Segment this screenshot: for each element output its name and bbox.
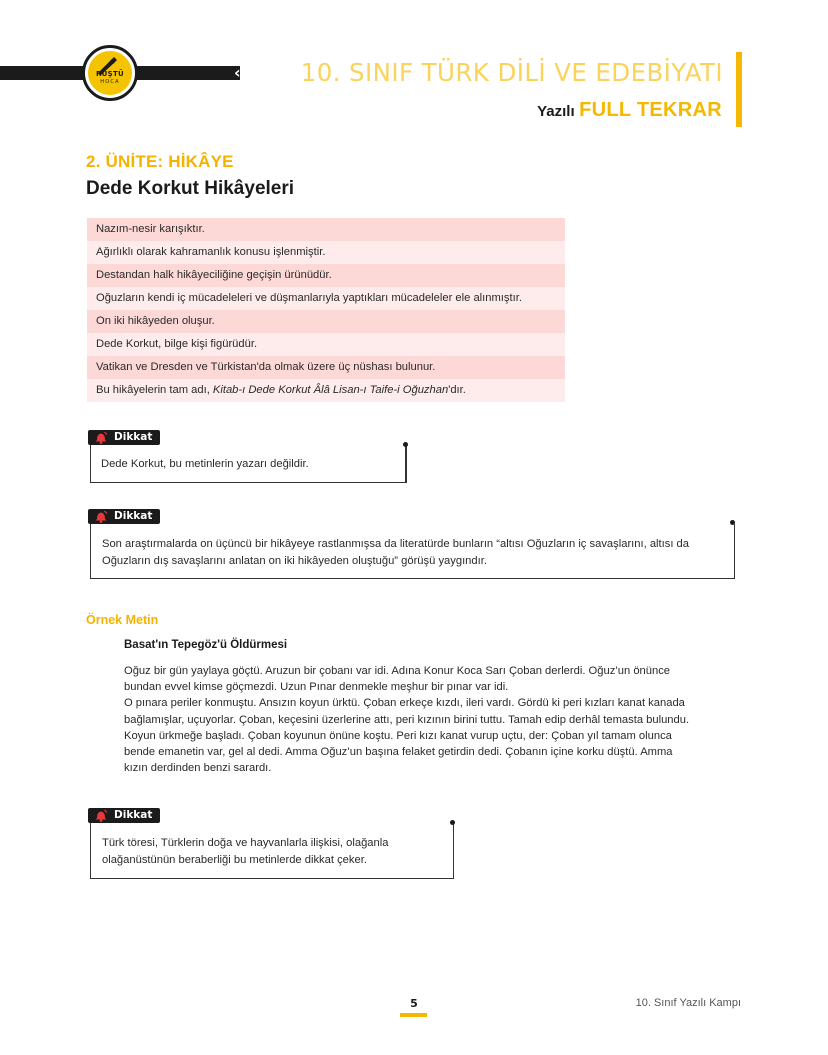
page-number: 5	[410, 997, 418, 1010]
book-title: 10. SINIF TÜRK DİLİ VE EDEBİYATI	[300, 58, 723, 87]
full-name-italic: Kitab-ı Dede Korkut Âlâ Lisan-ı Taife-i Oğuzhan	[212, 384, 449, 396]
connector-dot	[730, 520, 735, 525]
sample-heading: Örnek Metin	[86, 613, 159, 627]
page-number-underline	[400, 1013, 427, 1017]
footer-label: 10. Sınıf Yazılı Kampı	[635, 997, 741, 1009]
logo-text-main: RÜŞTÜ	[95, 70, 125, 78]
full-name-suffix: 'dır.	[448, 384, 466, 396]
list-item: Vatikan ve Dresden ve Türkistan'da olmak üzere üç nüshası bulunur.	[87, 356, 565, 379]
list-item: Nazım-nesir karışıktır.	[87, 218, 565, 241]
subtitle-main: FULL TEKRAR	[579, 99, 722, 121]
sample-paragraph: Oğuz bir gün yaylaya göçtü. Aruzun bir çobanı var idi. Adına Konur Koca Sarı Çoban derlerdi. Oğuz’un önünce bundan evvel kimse göçmezdi. Uzun Pınar denmekle meşhur bir pınar var idi.	[124, 665, 671, 694]
list-item-full-name	[87, 379, 565, 402]
connector-dot	[403, 442, 408, 447]
header-accent-bar	[736, 52, 742, 127]
dikkat-text: Dede Korkut, bu metinlerin yazarı değildir.	[101, 458, 309, 470]
unit-title: 2. ÜNİTE: HİKÂYE	[86, 152, 234, 171]
dikkat-tag	[88, 509, 160, 524]
dikkat-text: Türk töresi, Türklerin doğa ve hayvanlarla ilişkisi, olağanla olağanüstünün beraberliği bu metinlerde dikkat çeker.	[102, 837, 389, 866]
dikkat-text: Son araştırmalarda on üçüncü bir hikâyeye rastlanmışsa da literatürde bunların “altısı Oğuzların iç savaşlarını, altısı da Oğuzların dış savaşlarını anlatan on iki hikâyeden oluştuğu” görüşü yaygındır.	[102, 538, 690, 567]
bell-icon	[94, 510, 108, 523]
dikkat-box	[90, 524, 735, 579]
box-right-line	[405, 445, 406, 483]
sample-paragraph: O pınara periler konmuştu. Ansızın koyun ürktü. Çoban erkeçe kızdı, ileri vardı. Gördü ki peri kızları kanat kanada bağlamışlar, uçuyorlar. Çoban, keçesini üzerlerine attı, peri kızının birini tuttu. Tamah edip derhâl temasta bulundu. Koyun ürkmeğe başladı. Çoban koyunun önüne koştu. Peri kızı kanat vurup uçtu, der: Çoban yıl tamam olunca bende emanetin var, gel al dedi. Amma Oğuz’un başına felaket getirdin dedi. Çobanın içine korku düştü. Amma kızın derdinden benzi sarardı.	[124, 697, 690, 775]
dikkat-label: Dikkat	[114, 809, 153, 821]
connector-dot	[450, 820, 455, 825]
bell-icon	[94, 431, 108, 444]
dikkat-box	[90, 823, 454, 879]
logo-text-sub: HOCA	[100, 79, 120, 85]
list-item: Ağırlıklı olarak kahramanlık konusu işlenmiştir.	[87, 241, 565, 264]
full-name-prefix: Bu hikâyelerin tam adı,	[96, 384, 213, 396]
list-item: Oğuzların kendi iç mücadeleleri ve düşmanlarıyla yaptıkları mücadeleler ele alınmıştır.	[87, 287, 565, 310]
dikkat-box	[90, 445, 407, 483]
chevron-left-icon: ‹	[234, 63, 241, 82]
list-item: Destandan halk hikâyeciliğine geçişin ürünüdür.	[87, 264, 565, 287]
dikkat-tag	[88, 808, 160, 823]
page-title: Dede Korkut Hikâyeleri	[86, 178, 295, 199]
dikkat-label: Dikkat	[114, 510, 153, 522]
facts-list	[87, 218, 565, 402]
dikkat-label: Dikkat	[114, 431, 153, 443]
list-item: On iki hikâyeden oluşur.	[87, 310, 565, 333]
brand-logo	[82, 45, 138, 101]
dikkat-tag	[88, 430, 160, 445]
sample-text	[124, 663, 699, 776]
list-item: Dede Korkut, bilge kişi figürüdür.	[87, 333, 565, 356]
subtitle-prefix: Yazılı	[537, 103, 575, 120]
book-subtitle	[537, 99, 722, 122]
sample-title: Basat'ın Tepegöz'ü Öldürmesi	[124, 639, 288, 651]
bell-icon	[94, 809, 108, 822]
